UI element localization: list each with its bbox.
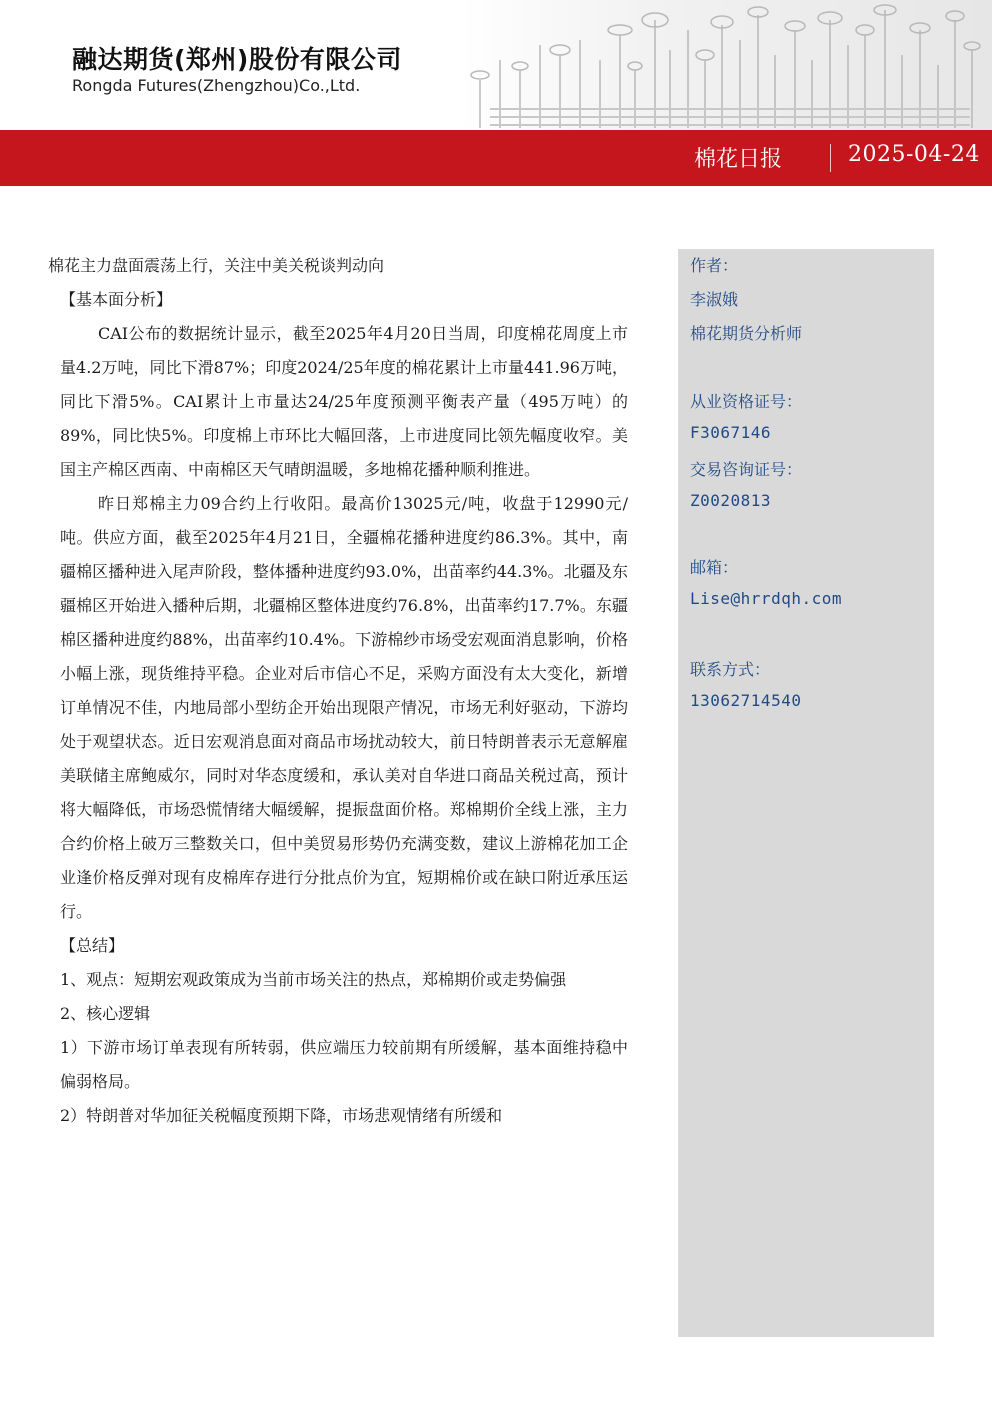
author-sidebar <box>678 249 934 1337</box>
section-title-summary: 【总结】 <box>60 936 125 955</box>
article-body <box>48 249 628 1133</box>
decorative-header-graphic <box>460 0 992 130</box>
summary-point-2: 2、核心逻辑 <box>60 1004 151 1023</box>
author-title: 棉花期货分析师 <box>690 324 803 343</box>
report-type: 棉花日报 <box>694 147 783 172</box>
author-label: 作者： <box>690 256 739 275</box>
cert-number: F3067146 <box>690 423 772 442</box>
summary-point-3: 1）下游市场订单表现有所转弱，供应端压力较前期有所缓解，基本面维持稳中偏弱格局。 <box>60 1038 628 1091</box>
report-header <box>0 0 992 130</box>
title-banner <box>0 130 992 186</box>
consult-label: 交易咨询证号： <box>690 460 803 479</box>
report-date: 2025-04-24 <box>848 142 980 167</box>
paragraph-cai-data: CAI公布的数据统计显示，截至2025年4月20日当周，印度棉花周度上市量4.2万吨，同比下滑87%；印度2024/25年度的棉花累计上市量441.96万吨，同比下滑5%。CAI累计上市量达24/25年度预测平衡表产量（495万吨）的89%，同比快5%。印度棉上市环比大幅回落，上市进度同比领先幅度收窄。美国主产棉区西南、中南棉区天气晴朗温暖，多地棉花播种顺利推进。 <box>60 324 628 479</box>
phone-number: 13062714540 <box>690 691 802 710</box>
company-name-en: Rongda Futures(Zhengzhou)Co.,Ltd. <box>72 76 361 95</box>
author-name: 李淑娥 <box>690 290 739 309</box>
cert-label: 从业资格证号： <box>690 392 803 411</box>
summary-point-1: 1、观点：短期宏观政策成为当前市场关注的热点，郑棉期价或走势偏强 <box>60 970 567 989</box>
section-title-fundamentals: 【基本面分析】 <box>60 290 173 309</box>
article-headline: 棉花主力盘面震荡上行，关注中美关税谈判动向 <box>48 256 385 275</box>
email-label: 邮箱： <box>690 558 739 577</box>
company-name-cn: 融达期货(郑州)股份有限公司 <box>72 45 402 74</box>
email-link[interactable]: Lise@hrrdqh.com <box>690 589 842 608</box>
contact-label: 联系方式： <box>690 660 771 679</box>
consult-number: Z0020813 <box>690 491 772 510</box>
paragraph-market-analysis: 昨日郑棉主力09合约上行收阳。最高价13025元/吨，收盘于12990元/吨。供应方面，截至2025年4月21日，全疆棉花播种进度约86.3%。其中，南疆棉区播种进入尾声阶段，整体播种进度约93.0%，出苗率约44.3%。北疆及东疆棉区开始进入播种后期，北疆棉区整体进度约76.8%，出苗率约17.7%。东疆棉区播种进度约88%，出苗率约10.4%。下游棉纱市场受宏观面消息影响，价格小幅上涨，现货维持平稳。企业对后市信心不足，采购方面没有太大变化，新增订单情况不佳，内地局部小型纺企开始出现限产情况，市场无利好驱动，下游均处于观望状态。近日宏观消息面对商品市场扰动较大，前日特朗普表示无意解雇美联储主席鲍威尔，同时对华态度缓和，承认美对自华进口商品关税过高，预计将大幅降低，市场恐慌情绪大幅缓解，提振盘面价格。郑棉期价全线上涨，主力合约价格上破万三整数关口，但中美贸易形势仍充满变数，建议上游棉花加工企业逢价格反弹对现有皮棉库存进行分批点价为宜，短期棉价或在缺口附近承压运行。 <box>60 494 628 921</box>
summary-point-4: 2）特朗普对华加征关税幅度预期下降，市场悲观情绪有所缓和 <box>60 1106 503 1125</box>
banner-divider <box>830 144 831 172</box>
